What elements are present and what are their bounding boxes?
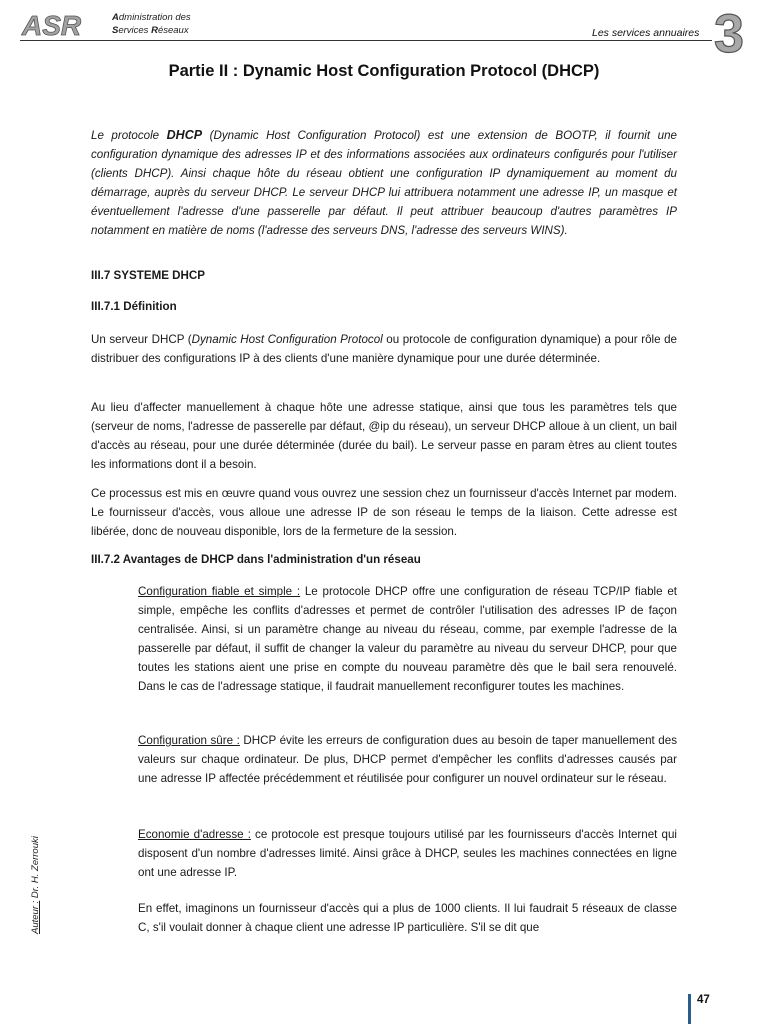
definition-paragraph: Un serveur DHCP (Dynamic Host Configuration Protocol ou protocole de configuration dynamique) a pour rôle de distribuer des configurations IP à des clients d'une manière dynamique pour une durée déterminée. [91, 333, 677, 365]
advantage-reliable-config: Configuration fiable et simple : Le protocole DHCP offre une configuration de réseau TCP/IP fiable et simple, empêche les conflits d'adresses et permet de contrôler l'utilisation des adresses IP de façon centralisée. Ainsi, si un paramètre change au niveau du réseau, comme, par exemple l'adresse de la passerelle par défaut, il suffit de changer la valeur du paramètre au niveau du serveur DHCP, pour que toutes les stations aient une prise en compte du nouveau paramètre dès que le bail sera renouvelé. Dans le cas de l'adressage statique, il faudrait manuellement reconfigurer toutes les machines. [138, 585, 677, 693]
asr-logo [20, 10, 110, 40]
page-number: 47 [697, 994, 710, 1006]
svg-text:3: 3 [714, 6, 745, 56]
intro-paragraph: Le protocole DHCP (Dynamic Host Configuration Protocol) est une extension de BOOTP, il fournit une configuration dynamique des adresses IP et des informations associées aux ordinateurs configurés pour l'utiliser (clients DHCP). Ainsi chaque hôte du réseau obtient une configuration IP dynamiquement au moment du démarrage, auprès du serveur DHCP. Le serveur DHCP lui attribuera notamment une adresse IP, un masque et éventuellement l'adresse d'une passerelle par défaut. Il peut attribuer beaucoup d'autres paramètres IP notamment en matière de noms (l'adresse des serveurs DNS, l'adresse des serveurs WINS). [91, 128, 677, 237]
page-number-bar [688, 994, 691, 1024]
author-note: Auteur : Dr. H. Zerrouki [30, 836, 41, 934]
advantage-address-economy: Economie d'adresse : ce protocole est presque toujours utilisé par les fournisseurs d'accès Internet qui disposent d'un nombre d'adresses limité. Ainsi grâce à DHCP, seules les machines connectées en ligne ont une adresse IP. [138, 828, 677, 879]
organization-name: Administration des Services Réseaux [112, 12, 191, 36]
session-paragraph: Ce processus est mis en œuvre quand vous ouvrez une session chez un fournisseur d'accès Internet par modem. Le fournisseur d'accès, vous alloue une adresse IP de son réseau le temps de la liaison. Cette adresse est libérée, donc de nouveau disponible, lors de la fermeture de la session. [91, 487, 677, 538]
section-name: Les services annuaires [592, 27, 700, 39]
example-paragraph: En effet, imaginons un fournisseur d'accès qui a plus de 1000 clients. Il lui faudrait 5 réseaux de classe C, s'il voulait donner à chaque client une adresse IP particulière. S'il se dit que [138, 902, 677, 934]
heading-3-7: III.7 SYSTEME DHCP [91, 269, 206, 282]
heading-3-7-2: III.7.2 Avantages de DHCP dans l'administration d'un réseau [91, 553, 421, 566]
header-rule [20, 40, 712, 41]
logo-lettering: ASR [22, 10, 82, 40]
advantage-safe-config: Configuration sûre : DHCP évite les erreurs de configuration dues au besoin de taper manuellement des valeurs sur chaque ordinateur. De plus, DHCP permet d'empêcher les conflits d'adresses causés par une adresse IP affectée précédemment et réutilisée pour configurer un nouvel ordinateur sur le réseau. [138, 734, 677, 785]
static-address-paragraph: Au lieu d'affecter manuellement à chaque hôte une adresse statique, ainsi que tous les paramètres tels que (serveur de noms, l'adresse de passerelle par défaut, @ip du réseau), un serveur DHCP alloue à un client, un bail d'accès au réseau, pour une durée déterminée (durée du bail). Le serveur passe en param ètres au client toutes les informations dont il a besoin. [91, 401, 677, 471]
chapter-number-graphic [712, 6, 754, 56]
page-title: Partie II : Dynamic Host Configuration Protocol (DHCP) [168, 62, 600, 80]
heading-3-7-1: III.7.1 Définition [91, 300, 177, 313]
